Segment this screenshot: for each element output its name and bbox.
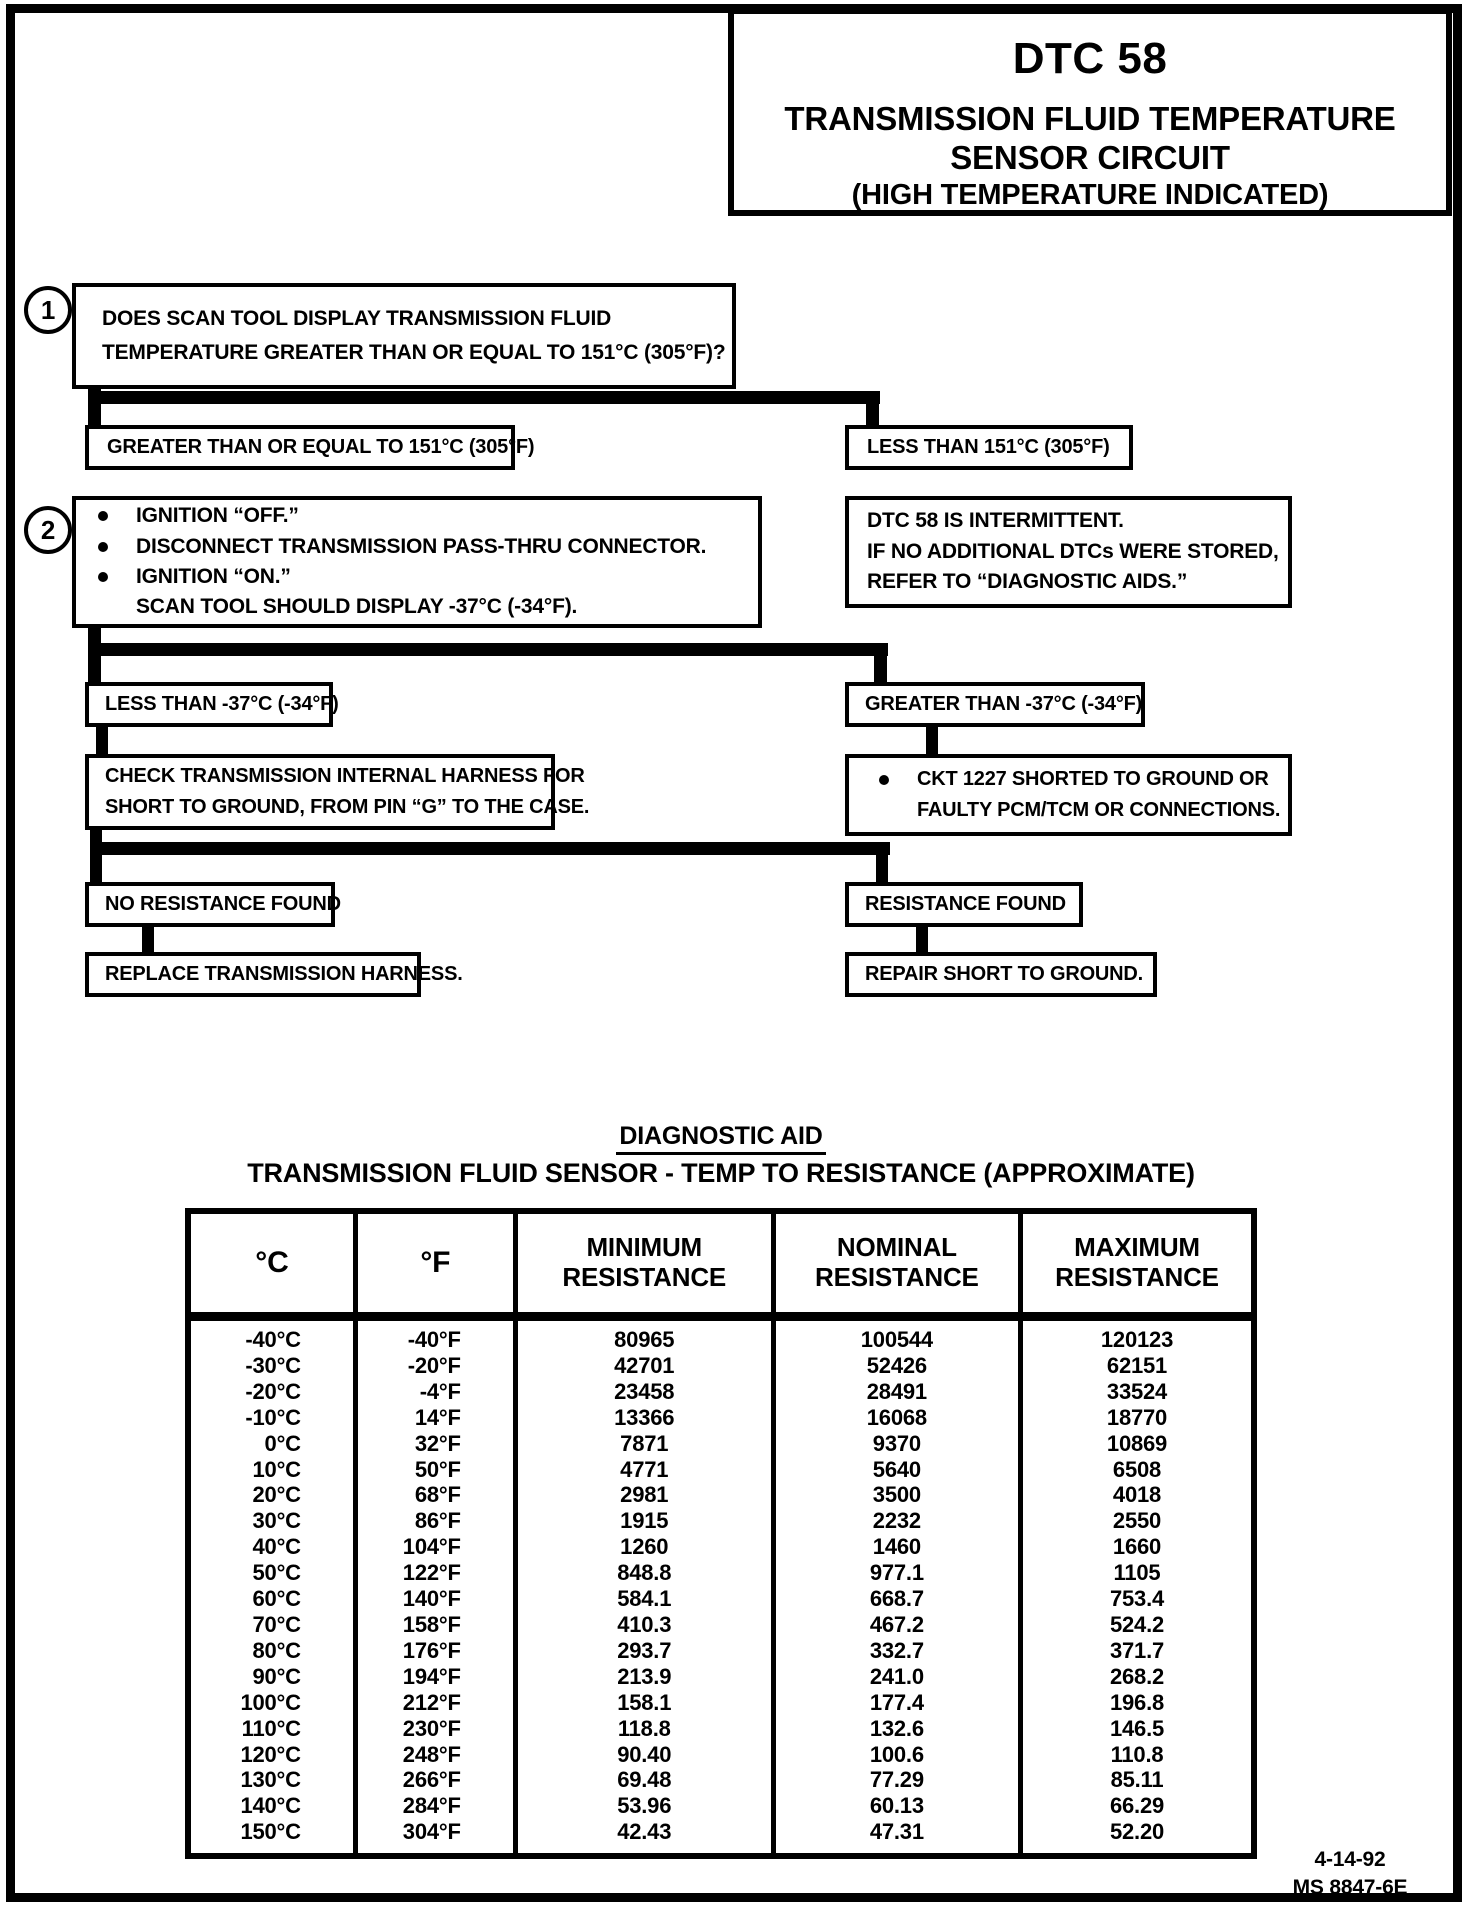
table-cell: 176°F — [355, 1638, 515, 1664]
table-cell: 42.43 — [515, 1819, 773, 1856]
table-cell: 5640 — [773, 1457, 1020, 1483]
table-cell: 158°F — [355, 1612, 515, 1638]
table-cell: 50°C — [188, 1560, 355, 1586]
table-cell: 467.2 — [773, 1612, 1020, 1638]
branch-label: GREATER THAN OR EQUAL TO 151°C (305°F) — [107, 436, 535, 458]
dtc-code: DTC 58 — [1012, 34, 1168, 83]
table-cell: 230°F — [355, 1716, 515, 1742]
header-line: RESISTANCE — [562, 1262, 727, 1292]
table-cell: 4018 — [1021, 1482, 1254, 1508]
table-cell: 293.7 — [515, 1638, 773, 1664]
table-cell: 14°F — [355, 1405, 515, 1431]
table-cell: 1460 — [773, 1534, 1020, 1560]
footer-doc-number: MS 8847-6E — [1292, 1876, 1408, 1900]
col-header-min-resistance — [515, 1211, 773, 1317]
header-line: NOMINAL — [836, 1232, 957, 1263]
step-1-marker: 1 — [24, 286, 72, 334]
table-cell: 110°C — [188, 1716, 355, 1742]
header-line: MAXIMUM — [1074, 1232, 1200, 1263]
table-cell: 2550 — [1021, 1508, 1254, 1534]
bullet-row — [76, 562, 758, 592]
table-cell: 2981 — [515, 1482, 773, 1508]
table-row — [188, 1560, 1254, 1586]
page-footer — [1250, 1846, 1450, 1903]
table-cell: 524.2 — [1021, 1612, 1254, 1638]
intermittent-line: DTC 58 IS INTERMITTENT. — [867, 509, 1124, 533]
question-line: TEMPERATURE GREATER THAN OR EQUAL TO 151°C (305°F)? — [102, 341, 726, 364]
intermittent-line: IF NO ADDITIONAL DTCs WERE STORED, — [867, 539, 1279, 563]
flow-box-repair-short — [845, 952, 1157, 997]
table-row — [188, 1534, 1254, 1560]
table-row — [188, 1586, 1254, 1612]
table-row — [188, 1457, 1254, 1483]
footer-date: 4-14-92 — [1314, 1848, 1386, 1871]
table-cell: 33524 — [1021, 1379, 1254, 1405]
bullet-text: IGNITION “ON.” — [136, 565, 291, 588]
table-cell: 90.40 — [515, 1742, 773, 1768]
table-row — [188, 1353, 1254, 1379]
question-line: DOES SCAN TOOL DISPLAY TRANSMISSION FLUID — [102, 307, 612, 331]
table-cell: 668.7 — [773, 1586, 1020, 1612]
table-cell: 20°C — [188, 1482, 355, 1508]
flow-box-ckt-1227 — [845, 754, 1292, 836]
flow-box-intermittent — [845, 496, 1292, 608]
page-title-line2: SENSOR CIRCUIT — [950, 139, 1230, 176]
table-row — [188, 1638, 1254, 1664]
table-cell: 1915 — [515, 1508, 773, 1534]
table-cell: 1105 — [1021, 1560, 1254, 1586]
table-cell: 70°C — [188, 1612, 355, 1638]
table-cell: -20°F — [355, 1353, 515, 1379]
step-2-marker: 2 — [24, 506, 72, 554]
table-cell: 977.1 — [773, 1560, 1020, 1586]
intermittent-line: REFER TO “DIAGNOSTIC AIDS.” — [867, 570, 1188, 594]
table-cell: 9370 — [773, 1431, 1020, 1457]
diagnostic-aid-heading: DIAGNOSTIC AID — [616, 1122, 825, 1155]
table-cell: 77.29 — [773, 1767, 1020, 1793]
table-row — [188, 1690, 1254, 1716]
table-row — [188, 1742, 1254, 1768]
table-cell: 60.13 — [773, 1793, 1020, 1819]
table-cell: 1260 — [515, 1534, 773, 1560]
flow-box-ge-151 — [85, 425, 535, 470]
table-cell: 80°C — [188, 1638, 355, 1664]
header-line: °C — [255, 1245, 289, 1279]
table-cell: -40°C — [188, 1317, 355, 1353]
table-cell: 3500 — [773, 1482, 1020, 1508]
bullet-text: CKT 1227 SHORTED TO GROUND OR — [917, 768, 1269, 790]
flow-connector — [926, 725, 938, 757]
table-row — [188, 1379, 1254, 1405]
table-cell: 177.4 — [773, 1690, 1020, 1716]
table-cell: 122°F — [355, 1560, 515, 1586]
check-line: SHORT TO GROUND, FROM PIN “G” TO THE CASE. — [105, 796, 590, 818]
table-cell: 16068 — [773, 1405, 1020, 1431]
table-cell: 47.31 — [773, 1819, 1020, 1856]
note-row — [76, 592, 758, 622]
diagnostic-aid-heading-wrap — [185, 1122, 1257, 1155]
col-header-max-resistance — [1021, 1211, 1254, 1317]
table-cell: -4°F — [355, 1379, 515, 1405]
bullet-text: FAULTY PCM/TCM OR CONNECTIONS. — [917, 799, 1281, 821]
table-cell: 30°C — [188, 1508, 355, 1534]
table-cell: 86°F — [355, 1508, 515, 1534]
table-row — [188, 1793, 1254, 1819]
flow-connector — [142, 925, 154, 955]
table-cell: 2232 — [773, 1508, 1020, 1534]
flow-connector — [88, 391, 880, 404]
table-cell: 130°C — [188, 1767, 355, 1793]
table-cell: 60°C — [188, 1586, 355, 1612]
table-cell: 32°F — [355, 1431, 515, 1457]
table-cell: -40°F — [355, 1317, 515, 1353]
table-cell: 132.6 — [773, 1716, 1020, 1742]
flow-connector — [916, 925, 928, 955]
table-cell: 68°F — [355, 1482, 515, 1508]
bullet-text: DISCONNECT TRANSMISSION PASS-THRU CONNECTOR. — [136, 534, 707, 558]
header-line: RESISTANCE — [1055, 1262, 1219, 1292]
flow-box-lt-37 — [85, 682, 339, 727]
table-cell: 848.8 — [515, 1560, 773, 1586]
table-cell: 266°F — [355, 1767, 515, 1793]
result-label: NO RESISTANCE FOUND — [105, 893, 341, 915]
flow-box-question — [72, 283, 736, 389]
table-cell: 120123 — [1021, 1317, 1254, 1353]
branch-label: LESS THAN 151°C (305°F) — [867, 436, 1110, 458]
table-cell: 118.8 — [515, 1716, 773, 1742]
table-cell: 13366 — [515, 1405, 773, 1431]
bullet-icon — [98, 572, 108, 582]
table-cell: 140°C — [188, 1793, 355, 1819]
flow-connector — [90, 842, 890, 855]
table-cell: 10869 — [1021, 1431, 1254, 1457]
table-cell: 40°C — [188, 1534, 355, 1560]
table-cell: 753.4 — [1021, 1586, 1254, 1612]
check-line: CHECK TRANSMISSION INTERNAL HARNESS FOR — [105, 765, 585, 787]
table-row — [188, 1716, 1254, 1742]
table-cell: 28491 — [773, 1379, 1020, 1405]
table-cell: 241.0 — [773, 1664, 1020, 1690]
table-cell: 1660 — [1021, 1534, 1254, 1560]
bullet-row — [849, 764, 1288, 795]
table-cell: 53.96 — [515, 1793, 773, 1819]
table-row — [188, 1612, 1254, 1638]
flow-connector — [874, 643, 887, 685]
table-cell: 248°F — [355, 1742, 515, 1768]
flow-box-gt-37 — [845, 682, 1145, 727]
bullet-row — [76, 532, 758, 562]
table-cell: 80965 — [515, 1317, 773, 1353]
table-cell: 213.9 — [515, 1664, 773, 1690]
table-cell: 150°C — [188, 1819, 355, 1856]
table-row — [188, 1508, 1254, 1534]
table-cell: 50°F — [355, 1457, 515, 1483]
table-cell: 268.2 — [1021, 1664, 1254, 1690]
action-label: REPAIR SHORT TO GROUND. — [865, 963, 1144, 985]
table-cell: 332.7 — [773, 1638, 1020, 1664]
table-cell: 212°F — [355, 1690, 515, 1716]
page-title-line3: (HIGH TEMPERATURE INDICATED) — [851, 179, 1329, 211]
diagnostic-aid-subheading: TRANSMISSION FLUID SENSOR - TEMP TO RESISTANCE (APPROXIMATE) — [247, 1158, 1195, 1188]
table-cell: -30°C — [188, 1353, 355, 1379]
header-line: MINIMUM — [586, 1232, 703, 1263]
table-cell: -10°C — [188, 1405, 355, 1431]
table-cell: 158.1 — [515, 1690, 773, 1716]
table-cell: 104°F — [355, 1534, 515, 1560]
table-cell: 69.48 — [515, 1767, 773, 1793]
table-cell: -20°C — [188, 1379, 355, 1405]
table-cell: 52.20 — [1021, 1819, 1254, 1856]
table-cell: 10°C — [188, 1457, 355, 1483]
bullet-icon — [98, 542, 108, 552]
flow-connector — [90, 827, 102, 885]
flow-connector — [876, 842, 888, 885]
table-cell: 90°C — [188, 1664, 355, 1690]
bullet-row — [76, 501, 758, 531]
branch-label: LESS THAN -37°C (-34°F) — [105, 693, 339, 715]
table-cell: 85.11 — [1021, 1767, 1254, 1793]
table-cell: 52426 — [773, 1353, 1020, 1379]
header-line: °F — [420, 1245, 451, 1279]
table-body — [188, 1317, 1254, 1857]
action-label: REPLACE TRANSMISSION HARNESS. — [105, 963, 463, 985]
table-cell: 584.1 — [515, 1586, 773, 1612]
result-label: RESISTANCE FOUND — [865, 893, 1066, 915]
table-cell: 110.8 — [1021, 1742, 1254, 1768]
branch-label: GREATER THAN -37°C (-34°F) — [865, 693, 1143, 715]
bullet-icon — [98, 511, 108, 521]
flow-connector — [88, 643, 888, 656]
flow-box-no-resistance — [85, 882, 341, 927]
header-line: RESISTANCE — [815, 1262, 979, 1292]
flow-box-check-harness — [85, 754, 590, 830]
flow-box-lt-151 — [845, 425, 1133, 470]
table-cell: 42701 — [515, 1353, 773, 1379]
note-row — [849, 795, 1288, 826]
table-cell: 100.6 — [773, 1742, 1020, 1768]
table-cell: 284°F — [355, 1793, 515, 1819]
table-row — [188, 1664, 1254, 1690]
table-row — [188, 1819, 1254, 1856]
table-cell: 7871 — [515, 1431, 773, 1457]
table-cell: 23458 — [515, 1379, 773, 1405]
table-cell: 194°F — [355, 1664, 515, 1690]
table-cell: 146.5 — [1021, 1716, 1254, 1742]
bullet-text: IGNITION “OFF.” — [136, 504, 299, 528]
note-text: SCAN TOOL SHOULD DISPLAY -37°C (-34°F). — [136, 595, 578, 619]
flow-box-resistance — [845, 882, 1083, 927]
table-row — [188, 1767, 1254, 1793]
table-cell: 18770 — [1021, 1405, 1254, 1431]
table-cell: 0°C — [188, 1431, 355, 1457]
page-title-box — [728, 8, 1452, 216]
col-header-celsius — [188, 1211, 355, 1317]
table-cell: 371.7 — [1021, 1638, 1254, 1664]
table-header-row — [188, 1211, 1254, 1317]
resistance-table — [185, 1208, 1257, 1859]
table-cell: 304°F — [355, 1819, 515, 1856]
table-cell: 120°C — [188, 1742, 355, 1768]
flow-box-replace-harness — [85, 952, 463, 997]
col-header-fahrenheit — [355, 1211, 515, 1317]
table-cell: 140°F — [355, 1586, 515, 1612]
table-cell: 410.3 — [515, 1612, 773, 1638]
page-title-line1: TRANSMISSION FLUID TEMPERATURE — [784, 100, 1396, 137]
flow-connector — [866, 391, 879, 428]
table-cell: 62151 — [1021, 1353, 1254, 1379]
table-cell: 6508 — [1021, 1457, 1254, 1483]
table-row — [188, 1482, 1254, 1508]
table-row — [188, 1317, 1254, 1353]
table-cell: 4771 — [515, 1457, 773, 1483]
flow-box-step2-actions — [72, 496, 762, 628]
table-cell: 100544 — [773, 1317, 1020, 1353]
table-cell: 196.8 — [1021, 1690, 1254, 1716]
bullet-icon — [879, 775, 889, 785]
table-cell: 66.29 — [1021, 1793, 1254, 1819]
table-row — [188, 1431, 1254, 1457]
flow-connector — [96, 725, 108, 757]
table-cell: 100°C — [188, 1690, 355, 1716]
col-header-nominal-resistance — [773, 1211, 1020, 1317]
table-row — [188, 1405, 1254, 1431]
